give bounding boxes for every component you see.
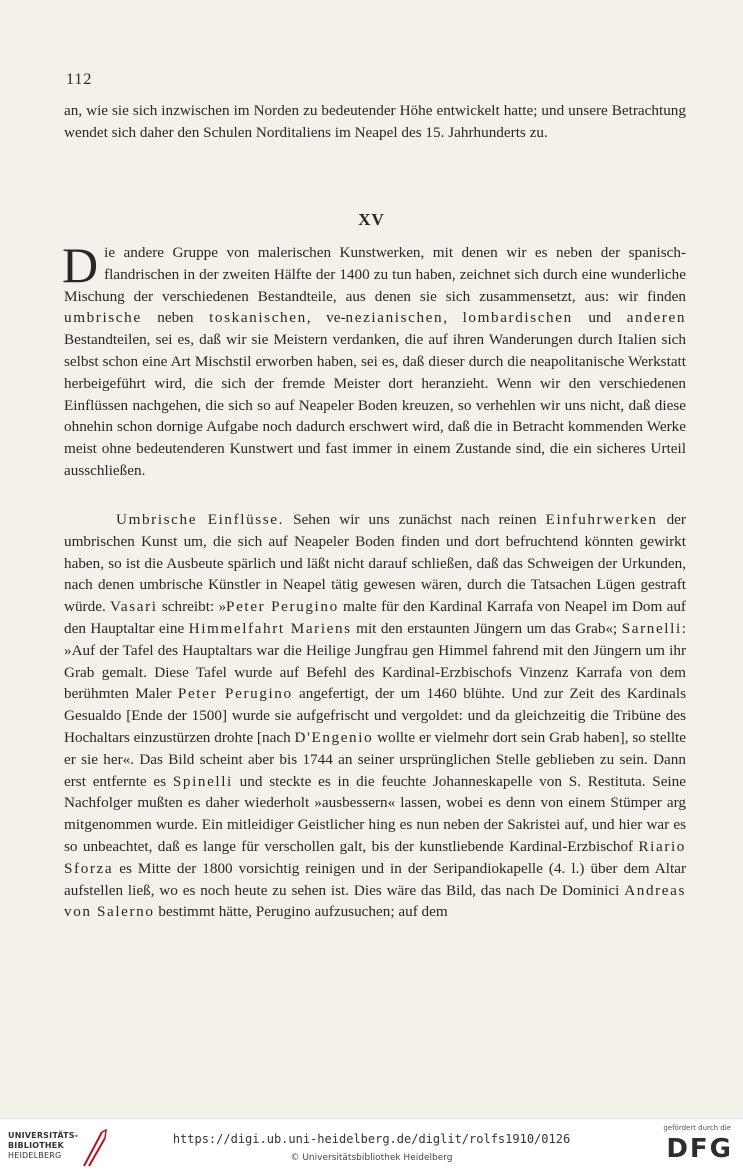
spaced-term: Himmelfahrt Mariens bbox=[188, 619, 352, 637]
footer-bar bbox=[0, 1118, 743, 1173]
logo-line: UNIVERSITÄTS- bbox=[8, 1131, 79, 1140]
spaced-term: Andreas von Salerno bbox=[64, 881, 686, 921]
spaced-term: Peter Perugino bbox=[226, 598, 339, 616]
spaced-term: Vasari bbox=[110, 598, 158, 616]
permalink-url[interactable]: https://digi.ub.uni-heidelberg.de/diglit/rolfs1910/0126 bbox=[172, 1132, 571, 1146]
logo-line: HEIDELBERG bbox=[8, 1151, 62, 1160]
text-run: Sehen wir uns zunächst nach reinen bbox=[284, 511, 546, 528]
spaced-term: umbrische bbox=[64, 309, 142, 327]
text-run: ie andere Gruppe von malerischen Kunstwerken, mit denen wir es neben der spanisch-flandrischen in der zweiten Hälfte der 1400 zu tun haben, zeichnet sich durch eine wunderliche Mischung der verschiedenen Bestandteile, aus denen sie sich zusammensetzt, aus: wir finden bbox=[64, 244, 686, 305]
text-run: , ve- bbox=[306, 309, 346, 327]
text-run: angefertigt, der um 1460 blühte. Und zur Zeit des Kardinals Gesualdo [Ende der 1500] wurde sie aufgefrischt und vergoldet: und da gleichzeitig die Tribüne des Hochaltars einzustürzen drohte [nach bbox=[64, 685, 686, 746]
text-run: wollte er vielmehr dort sein Grab haben], so stellte er sie her«. Das Bild scheint aber bis 1744 an seiner ursprünglichen Stelle geblieben zu sein. Dann erst entfernte es bbox=[64, 728, 687, 790]
intro-line: unsere Betrachtung wendet sich daher den Schulen Norditaliens im Neapel des 15. bbox=[64, 102, 686, 141]
spaced-term: anderen bbox=[626, 309, 687, 327]
spaced-term: toskanischen bbox=[209, 309, 307, 327]
text-run: Bestandteilen, sei es, daß wir sie Meistern verdanken, die auf ihren Wanderungen durch Italien sich selbst schon eine Art Mischstil erworben haben, sei es, daß dieser durch die neapolitanische Werkstatt herbeigeführt wird, die sich der fremde Meister dort heranzieht. Wenn wir den verschiedenen Einflüssen nachgehen, die sich so auf Neapeler Boden kreuzen, so verhehlen wir uns nicht, daß diese ohnehin schon dornige Aufgabe noch dadurch erschwert wird, daß die in Betracht kommenden Werke meist ohne bedeutenderen Kunstwert und fast immer in einem Zustande sind, die ein sicheres Urteil ausschließen. bbox=[64, 331, 686, 479]
spaced-term: lombardischen bbox=[462, 309, 573, 327]
text-run: neben bbox=[141, 309, 210, 327]
text-run: bestimmt hätte, Perugino aufzusuchen; auf dem bbox=[154, 903, 448, 921]
spaced-term: D'Engenio bbox=[294, 728, 374, 746]
text-run: es Mitte der 1800 vorsichtig reinigen und in der Seripandiokapelle (4. l.) über dem Altar aufstellen ließ, wo es noch heute zu sehen ist. Dies wäre das Bild, das nach De Dominici bbox=[64, 859, 686, 899]
spaced-term: Sarnelli bbox=[621, 619, 682, 637]
dfg-caption: gefördert durch die bbox=[663, 1124, 731, 1132]
text-run: malte für den Kardinal Karrafa von Neapel im Dom auf den Hauptaltar eine bbox=[64, 598, 686, 637]
text-run: schreibt: » bbox=[157, 598, 227, 616]
spaced-term: Peter Perugino bbox=[177, 685, 293, 703]
text-run: : »Auf der Tafel des Hauptaltars war die Heilige Jungfrau gen Himmel fahrend mit den Jüngern um ihr Grab gemalt. Diese Tafel wurde auf Befehl des Kardinal-Erzbischofs Vinzenz Karrafa von dem berühmten Maler bbox=[64, 619, 686, 703]
spaced-term: Umbrische Einflüsse. bbox=[116, 511, 285, 528]
text-run: der umbrischen Kunst um, die sich auf Neapeler Boden finden und dort befruchtend könnten gewirkt haben, so ist die Ausbeute spärlich und läßt nicht darauf schließen, daß das Schweigen der Urkunden, nach denen umbrische Künstler in Neapel tätig gewesen wären, durch die Tatsachen Lügen gestraft würde. bbox=[64, 511, 686, 616]
dfg-logo[interactable]: DFG bbox=[666, 1134, 733, 1164]
text-run: und steckte es in die feuchte Johanneskapelle von S. Restituta. Seine Nachfolger mußten es daher wiederholt »ausbessern« lassen, wobei es denn von einem Stümper arg mitgenommen wurde. Ein mitleidiger Geistlicher hing es nun neben der Sakristei auf, und hier war es so unbeachtet, daß es lange für verschollen galt, bis der kunstliebende Kardinal-Erzbischof bbox=[64, 772, 686, 855]
intro-paragraph bbox=[64, 100, 686, 144]
logo-line: BIBLIOTHEK bbox=[8, 1141, 64, 1150]
intro-line: Jahrhunderts zu. bbox=[448, 123, 548, 141]
intro-line: an, wie sie sich inzwischen im Norden zu bedeutender Höhe entwickelt hatte; und bbox=[64, 102, 569, 119]
spaced-term: Spinelli bbox=[172, 772, 233, 790]
text-run: , bbox=[443, 309, 463, 327]
spaced-term: nezianischen bbox=[345, 309, 444, 327]
text-run: mit den erstaunten Jüngern um das Grab«; bbox=[351, 619, 622, 637]
page-number: 112 bbox=[66, 71, 93, 88]
spaced-term: Riario Sforza bbox=[64, 837, 686, 877]
copyright-notice: © Universitätsbibliothek Heidelberg bbox=[290, 1153, 453, 1163]
main-paragraph bbox=[62, 237, 687, 482]
spaced-term: Einfuhrwerken bbox=[545, 511, 658, 528]
text-run: und bbox=[572, 309, 627, 327]
drop-cap: D bbox=[62, 237, 99, 293]
section-heading: XV bbox=[358, 210, 385, 229]
second-paragraph bbox=[64, 509, 686, 923]
